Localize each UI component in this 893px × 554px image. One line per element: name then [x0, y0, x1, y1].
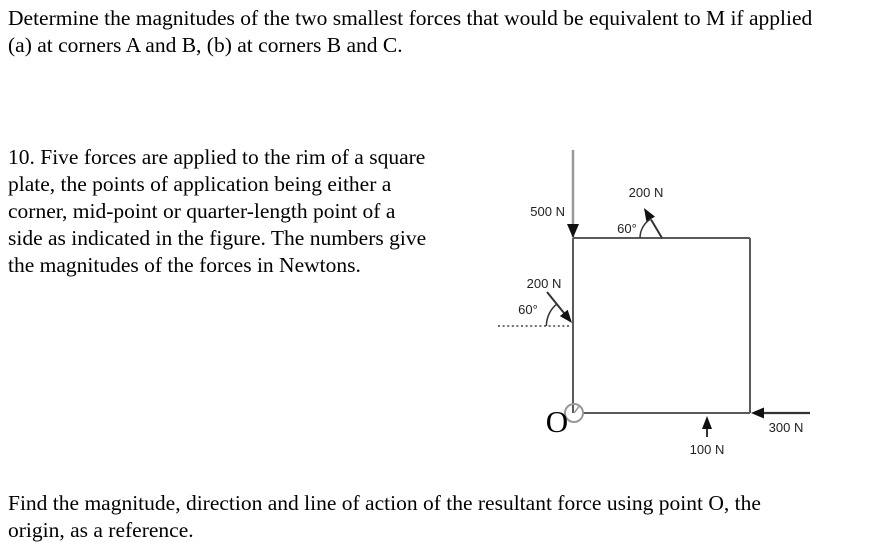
text-line: side as indicated in the figure. The numbers give — [8, 226, 427, 250]
force-200-top-label: 200 N — [628, 185, 664, 200]
paragraph-closing — [8, 490, 761, 544]
text-line: Find the magnitude, direction and line of action of the resultant force using point O, the — [8, 491, 761, 515]
origin-label: O — [545, 404, 569, 439]
origin-circle-tick — [574, 407, 579, 414]
force-200-top-line — [651, 220, 662, 239]
force-200-left-arrowhead-icon — [560, 310, 572, 323]
paragraph-problem-10 — [8, 144, 426, 279]
force-500-arrowhead-icon — [567, 224, 579, 238]
text-line: plate, the points of application being either a — [8, 172, 392, 196]
force-300-arrowhead-icon — [751, 408, 764, 419]
text-line: Determine the magnitudes of the two smallest forces that would be equivalent to M if applied — [8, 6, 813, 30]
angle-60-top-label: 60° — [617, 221, 637, 236]
angle-arc-left — [546, 304, 556, 326]
text-line: 10. Five forces are applied to the rim of a square — [8, 145, 426, 169]
force-diagram-svg — [480, 140, 893, 470]
text-line: (a) at corners A and B, (b) at corners B and C. — [8, 33, 403, 57]
angle-arc-top — [640, 219, 650, 238]
text-line: origin, as a reference. — [8, 518, 194, 542]
paragraph-intro — [8, 5, 812, 59]
force-100-label: 100 N — [689, 442, 725, 457]
force-300-label: 300 N — [768, 420, 804, 435]
force-500-label: 500 N — [530, 204, 565, 219]
text-line: the magnitudes of the forces in Newtons. — [8, 253, 361, 277]
force-200-left-line — [547, 292, 564, 313]
text-line: corner, mid-point or quarter-length point of a — [8, 199, 396, 223]
force-100-arrowhead-icon — [702, 416, 712, 429]
angle-60-left-label: 60° — [518, 302, 538, 317]
force-200-left-label: 200 N — [526, 276, 562, 291]
force-diagram-figure — [480, 140, 893, 470]
